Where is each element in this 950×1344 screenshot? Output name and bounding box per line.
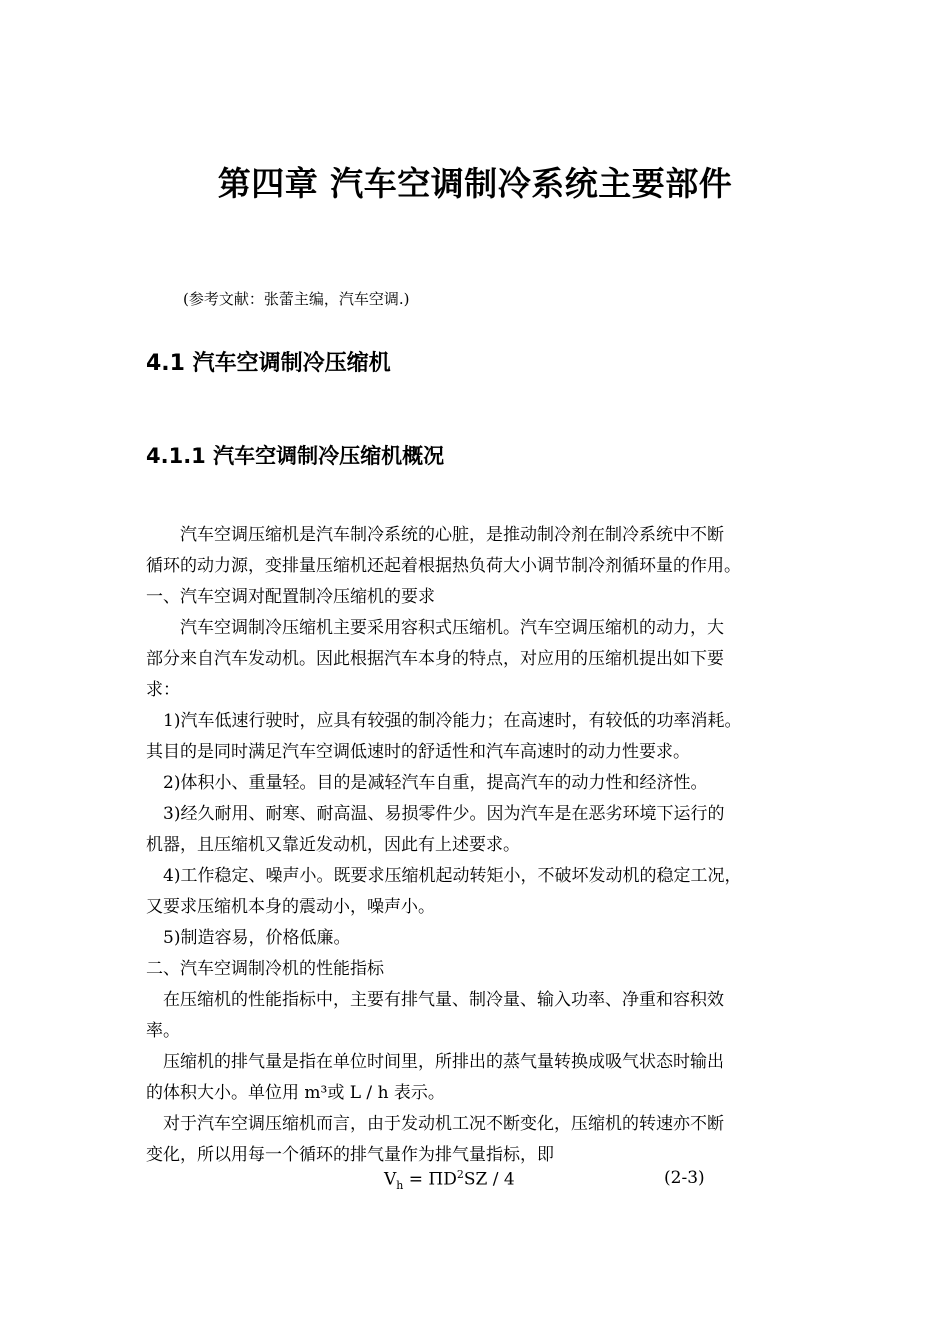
formula-rhs: SZ / 4 [463,1169,515,1190]
text-line: 变化，所以用每一个循环的排气量作为排气量指标，即 [146,1145,554,1165]
text-line: 在压缩机的性能指标中，主要有排气量、制冷量、输入功率、净重和容积效 [146,990,724,1010]
text-line: 其目的是同时满足汽车空调低速时的舒适性和汽车高速时的动力性要求。 [146,742,690,762]
reference-note: (参考文献：张蕾主编，汽车空调.) [183,290,410,308]
text-line: 的体积大小。单位用 m³或 L / h 表示。 [146,1083,445,1103]
text-line: 汽车空调制冷压缩机主要采用容积式压缩机。汽车空调压缩机的动力，大 [146,618,724,638]
formula-lhs: V [384,1169,397,1190]
text-line: 汽车空调压缩机是汽车制冷系统的心脏，是推动制冷剂在制冷系统中不断 [146,525,724,545]
text-line: 部分来自汽车发动机。因此根据汽车本身的特点，对应用的压缩机提出如下要 [146,649,724,669]
text-line: 一、汽车空调对配置制冷压缩机的要求 [146,587,435,607]
equation-number: (2-3) [664,1168,705,1188]
text-line: 5)制造容易，价格低廉。 [146,928,351,948]
text-line: 二、汽车空调制冷机的性能指标 [146,959,384,979]
text-line: 4)工作稳定、噪声小。既要求压缩机起动转矩小，不破坏发动机的稳定工况， [146,866,742,886]
body-text [146,520,826,1171]
section-heading: 4.1 汽车空调制冷压缩机 [146,351,391,376]
displacement-formula [384,1168,515,1192]
text-line: 又要求压缩机本身的震动小，噪声小。 [146,897,435,917]
chapter-title: 第四章 汽车空调制冷系统主要部件 [217,164,733,203]
text-line: 机器，且压缩机又靠近发动机，因此有上述要求。 [146,835,520,855]
text-line: 压缩机的排气量是指在单位时间里，所排出的蒸气量转换成吸气状态时输出 [146,1052,724,1072]
formula-superscript: 2 [456,1168,464,1181]
text-line: 2)体积小、重量轻。目的是减轻汽车自重，提高汽车的动力性和经济性。 [146,773,708,793]
text-line: 3)经久耐用、耐寒、耐高温、易损零件少。因为汽车是在恶劣环境下运行的 [146,804,725,824]
formula-lhs-subscript: h [396,1179,404,1193]
text-line: 求： [146,680,180,700]
text-line: 循环的动力源，变排量压缩机还起着根据热负荷大小调节制冷剂循环量的作用。 [146,556,741,576]
subsection-heading: 4.1.1 汽车空调制冷压缩机概况 [146,444,445,468]
text-line: 1)汽车低速行驶时，应具有较强的制冷能力；在高速时，有较低的功率消耗。 [146,711,742,731]
text-line: 率。 [146,1021,180,1041]
text-line: 对于汽车空调压缩机而言，由于发动机工况不断变化，压缩机的转速亦不断 [146,1114,724,1134]
formula-middle: = ΠD [403,1169,457,1190]
